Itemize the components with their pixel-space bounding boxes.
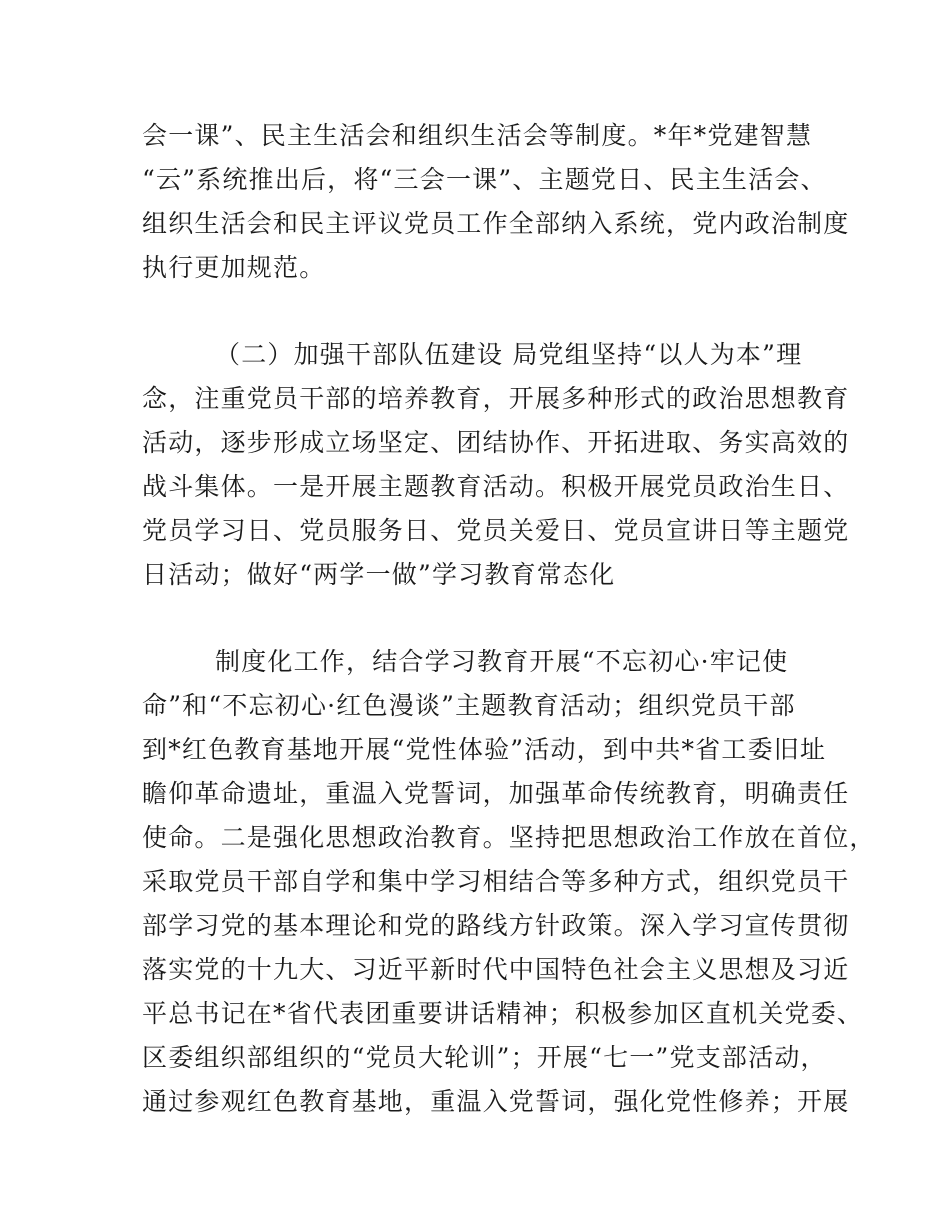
paragraph-3-line-11: 通过参观红色教育基地，重温入党誓词，强化党性修养；开展 [142, 1087, 850, 1116]
paragraph-1-line-4: 执行更加规范。 [142, 253, 326, 282]
paragraph-3-line-7: 部学习党的基本理论和党的路线方针政策。深入学习宣传贯彻 [142, 911, 850, 940]
paragraph-3-line-10: 区委组织部组织的“党员大轮训”；开展“七一”党支部活动， [142, 1043, 827, 1072]
paragraph-3-line-1: 制度化工作，结合学习教育开展“不忘初心·牢记使 [215, 647, 789, 676]
paragraph-1-line-2: “云”系统推出后，将“三会一课”、主题党日、民主生活会、 [142, 165, 827, 194]
paragraph-3-line-3: 到*红色教育基地开展“党性体验”活动，到中共*省工委旧址 [142, 735, 827, 764]
paragraph-3-line-6: 采取党员干部自学和集中学习相结合等多种方式，组织党员干 [142, 867, 850, 896]
paragraph-3-line-9: 平总书记在*省代表团重要讲话精神；积极参加区直机关党委、 [142, 999, 864, 1028]
paragraph-2-line-1: （二）加强干部队伍建设 局党组坚持“以人为本”理 [215, 340, 803, 369]
paragraph-3-line-2: 命”和“不忘初心·红色漫谈”主题教育活动；组织党员干部 [142, 691, 796, 720]
paragraph-2-line-2: 念，注重党员干部的培养教育，开展多种形式的政治思想教育 [142, 384, 850, 413]
paragraph-3-line-4: 瞻仰革命遗址，重温入党誓词，加强革命传统教育，明确责任 [142, 779, 850, 808]
paragraph-2-line-5: 党员学习日、党员服务日、党员关爱日、党员宣讲日等主题党 [142, 516, 850, 545]
paragraph-1-line-3: 组织生活会和民主评议党员工作全部纳入系统，党内政治制度 [142, 209, 850, 238]
paragraph-3-line-8: 落实党的十九大、习近平新时代中国特色社会主义思想及习近 [142, 955, 850, 984]
paragraph-1-line-1: 会一课”、民主生活会和组织生活会等制度。*年*党建智慧 [142, 121, 813, 150]
paragraph-2-line-6: 日活动；做好“两学一做”学习教育常态化 [142, 560, 616, 589]
paragraph-2-line-3: 活动，逐步形成立场坚定、团结协作、开拓进取、务实高效的 [142, 428, 850, 457]
paragraph-3-line-5: 使命。二是强化思想政治教育。坚持把思想政治工作放在首位， [142, 823, 876, 852]
paragraph-2-line-4: 战斗集体。一是开展主题教育活动。积极开展党员政治生日、 [142, 472, 850, 501]
